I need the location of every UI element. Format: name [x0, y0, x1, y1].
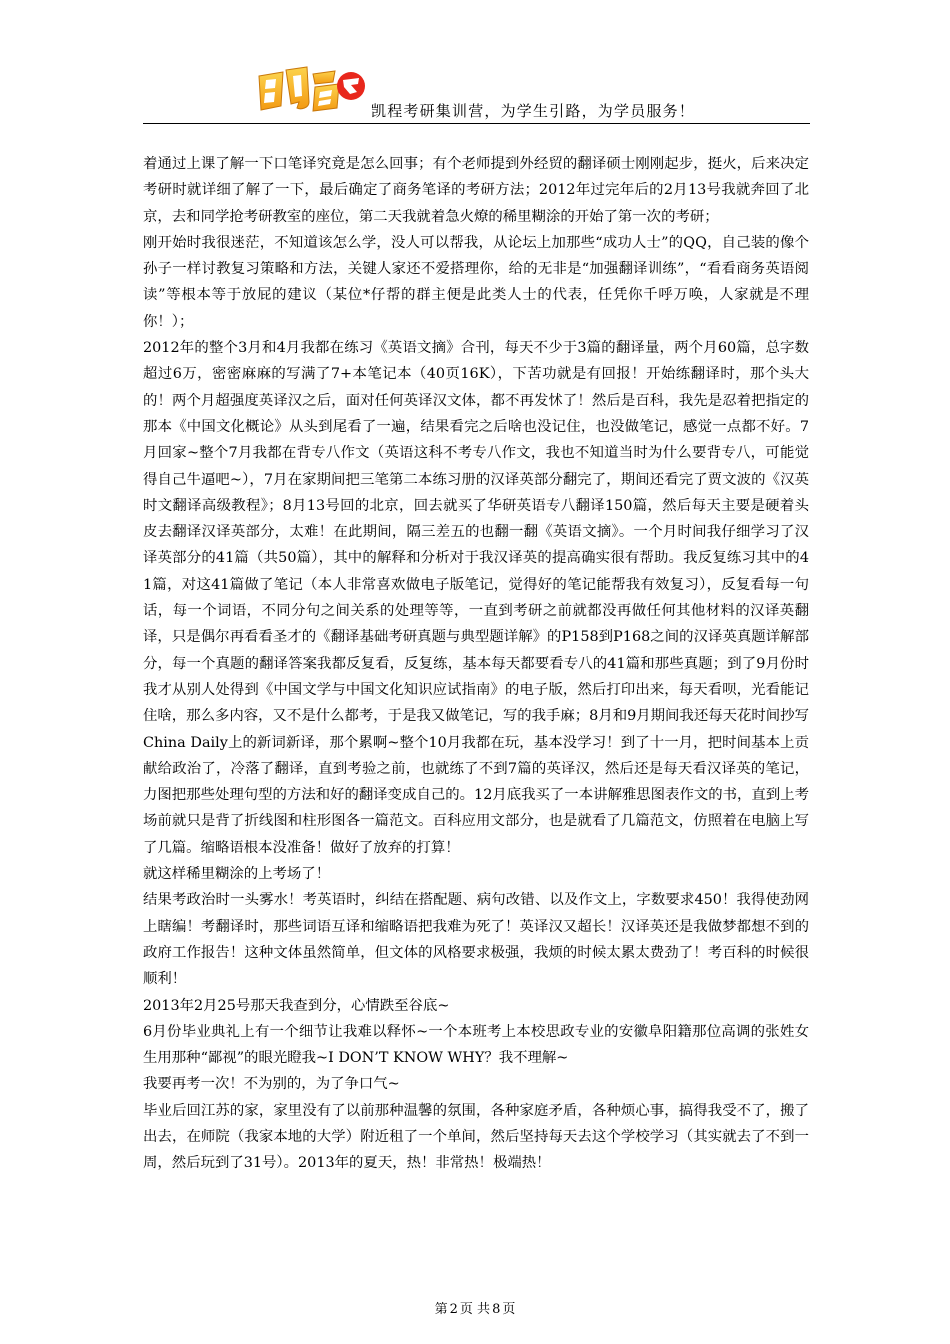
- paragraph: 2013年2月25号那天我查到分，心情跌至谷底~: [143, 997, 450, 1014]
- footer-prefix: 第: [434, 1302, 448, 1317]
- paragraph: 我要再考一次！不为别的，为了争口气~: [143, 1076, 400, 1093]
- kaicheng-logo: [253, 58, 371, 118]
- total-page-count: 8: [492, 1302, 501, 1317]
- page-footer: [0, 1298, 950, 1317]
- footer-mid: 页 共: [459, 1302, 491, 1317]
- header-divider: [143, 123, 810, 124]
- paragraph: 就这样稀里糊涂的上考场了！: [143, 866, 331, 883]
- paragraph: 结果考政治时一头雾水！考英语时，纠结在搭配题、病句改错、以及作文上，字数要求450！我得使劲网上瞎编！考翻译时，那些词语互译和缩略语把我难为死了！英译汉又超长！汉译英还是我做梦都想不到的政府工作报告！这种文体虽然简单，但文体的风格要求极强，我烦的时候太累太费劲了！考百科的时候很顺利！: [143, 892, 809, 988]
- paragraph: 着通过上课了解一下口笔译究竟是怎么回事；有个老师提到外经贸的翻译硕士刚刚起步，挺火，后来决定考研时就详细了解了一下，最后确定了商务笔译的考研方法；2012年过完年后的2月13号我就奔回了北京，去和同学抢考研教室的座位，第二天我就着急火燎的稀里糊涂的开始了第一次的考研；: [143, 156, 809, 225]
- paragraph: 2012年的整个3月和4月我都在练习《英语文摘》合刊，每天不少于3篇的翻译量，两个月60篇，总字数超过6万，密密麻麻的写满了7+本笔记本（40页16K），下苦功就是有回报！开始练翻译时，那个头大的！两个月超强度英译汉之后，面对任何英译汉文体，都不再发怵了！然后是百科，我先是忍着把指定的那本《中国文化概论》从头到尾看了一遍，结果看完之后啥也没记住，也没做笔记，感觉一点都不好。7月回家~整个7月我都在背专八作文（英语这科不考专八作文，我也不知道当时为什么要背专八，可能觉得自己牛逼吧~），7月在家期间把三笔第二本练习册的汉译英部分翻完了，期间还看完了贾文波的《汉英时文翻译高级教程》；8月13号回的北京，回去就买了华研英语专八翻译150篇，然后每天主要是硬着头皮去翻译汉译英部分，太难！在此期间，隔三差五的也翻一翻《英语文摘》。一个月时间我仔细学习了汉译英部分的41篇（共50篇），其中的解释和分析对于我汉译英的提高确实很有帮助。我反复练习其中的41篇，对这41篇做了笔记（本人非常喜欢做电子版笔记，觉得好的笔记能帮我有效复习），反复看每一句话，每一个词语，不同分句之间关系的处理等等，一直到考研之前就都没再做任何其他材料的汉译英翻译，只是偶尔再看看圣才的《翻译基础考研真题与典型题详解》的P158到P168之间的汉译英真题详解部分，每一个真题的翻译答案我都反复看，反复练，基本每天都要看专八的41篇和那些真题；到了9月份时我才从别人处得到《中国文学与中国文化知识应试指南》的电子版，然后打印出来，每天看呗，光看能记住啥，那么多内容，又不是什么都考，于是我又做笔记，写的我手麻；8月和9月期间我还每天花时间抄写China Daily上的新词新译，那个累啊~整个10月我都在玩，基本没学习！到了十一月，把时间基本上贡献给政治了，冷落了翻译，直到考验之前，也就练了不到7篇的英译汉，然后还是每天看汉译英的笔记，力图把那些处理句型的方法和好的翻译变成自己的。12月底我买了一本讲解雅思图表作文的书，直到上考场前就只是背了折线图和柱形图各一篇范文。百科应用文部分，也是就看了几篇范文，仿照着在电脑上写了几篇。缩略语根本没准备！做好了放弃的打算！: [143, 340, 809, 856]
- paragraph: 刚开始时我很迷茫，不知道该怎么学，没人可以帮我，从论坛上加那些“成功人士”的QQ，自己装的像个孙子一样讨教复习策略和方法，关键人家还不爱搭理你，给的无非是“加强翻译训练”，“看看商务英语阅读”等根本等于放屁的建议（某位*仔帮的群主便是此类人士的代表，任凭你千呼万唤，人家就是不理你！）；: [143, 234, 809, 330]
- footer-suffix: 页: [502, 1302, 516, 1317]
- paragraph: 6月份毕业典礼上有一个细节让我难以释怀~一个本班考上本校思政专业的安徽阜阳籍那位高调的张姓女生用那种“鄙视”的眼光瞪我~I DON’T KNOW WHY？我不理解~: [143, 1023, 809, 1067]
- header-slogan: 凯程考研集训营，为学生引路，为学员服务！: [371, 102, 696, 120]
- current-page-number: 2: [449, 1302, 458, 1317]
- page-header: [143, 58, 810, 124]
- document-body: [143, 151, 809, 1177]
- paragraph: 毕业后回江苏的家，家里没有了以前那种温馨的氛围，各种家庭矛盾，各种烦心事，搞得我受不了，搬了出去，在师院（我家本地的大学）附近租了一个单间，然后坚持每天去这个学校学习（其实就去了不到一周，然后玩到了31号）。2013年的夏天，热！非常热！极端热！: [143, 1102, 809, 1172]
